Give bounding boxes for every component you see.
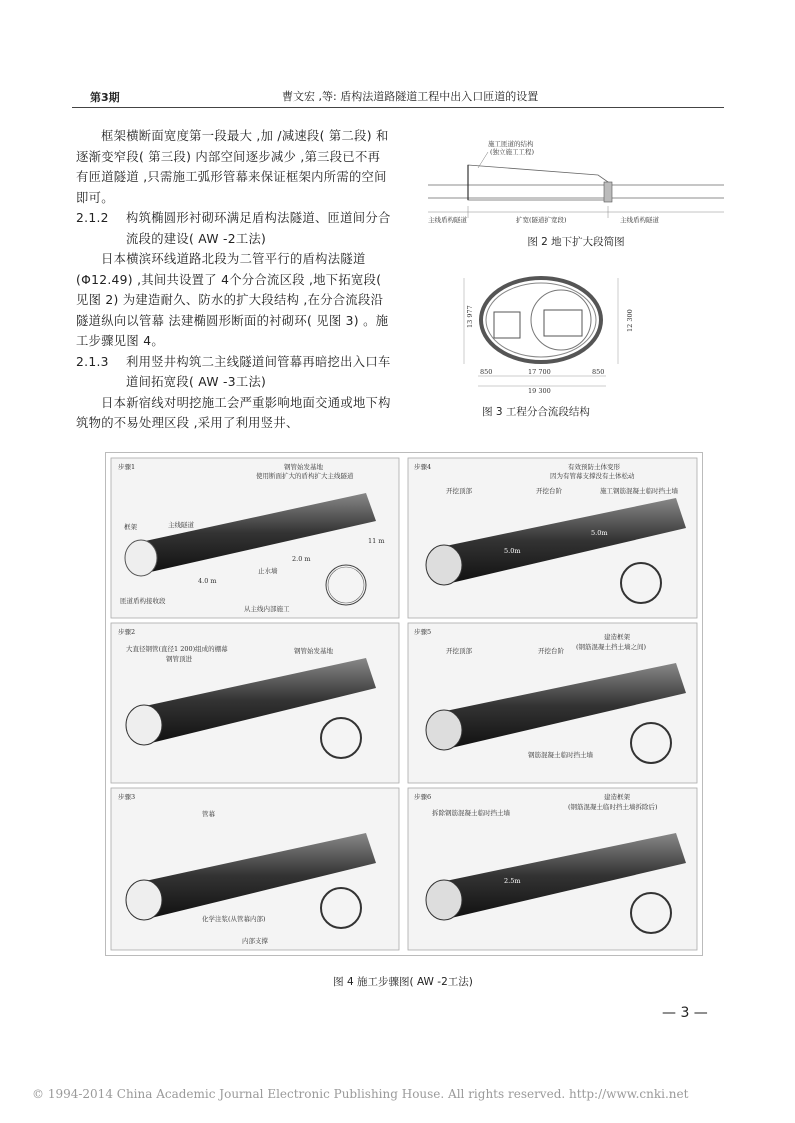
step4-label: 步骤4 (414, 463, 432, 471)
step3-note: 内部支撑 (242, 937, 268, 945)
step4-note: 5.0m (591, 529, 608, 537)
step5-note: 开挖顶部 (446, 647, 472, 655)
figure-4-drawing (106, 453, 702, 955)
paragraph-3: 日本新宿线对明挖施工会严重影响地面交通或地下构筑物的不易处理区段 ,采用了利用竖井、 (76, 395, 391, 430)
step4-note: 开挖顶部 (446, 487, 472, 495)
fig2-label-top1: 施工匝道的结构 (488, 140, 534, 148)
step4-note: 有效预防土体变形 (568, 463, 620, 471)
figure-4-caption: 图 4 施工步骤图( AW -2工法) (333, 976, 473, 988)
section-title: 利用竖井构筑二主线隧道间管幕再暗挖出入口车道间拓宽段( AW -3工法) (126, 354, 391, 389)
paragraph-1: 框架横断面宽度第一段最大 ,加 /减速段( 第二段) 和逐渐变窄段( 第三段) 内部空间逐步减少 ,第三段已不再有匝道隧道 ,只需施工弧形管幕来保证框架内所需的空间即可。 (76, 129, 389, 205)
step1-note: 2.0 m (292, 555, 311, 563)
fig3-height-left: 13 977 (466, 305, 474, 328)
section-title: 构筑椭圆形衬砌环满足盾构法隧道、匝道间分合流段的建设( AW -2工法) (126, 211, 391, 246)
step1-note: 框架 (124, 523, 137, 531)
step3-label: 步骤3 (118, 793, 136, 801)
step3-note: 化学注浆(从管幕内部) (202, 915, 266, 923)
step1-note: 4.0 m (198, 577, 217, 585)
step1-label: 步骤1 (118, 463, 136, 471)
figure-2-caption: 图 2 地下扩大段简图 (527, 236, 625, 248)
section-number: 2.1.2 (76, 211, 109, 225)
fig3-middle: 17 700 (528, 368, 551, 376)
step5-note: 建造框架 (604, 633, 630, 641)
figure-3-caption: 图 3 工程分合流段结构 (482, 406, 590, 418)
section-2-1-2-heading (76, 208, 392, 249)
step2-note: 钢管始发基地 (294, 647, 333, 655)
section-2-1-3-heading (76, 352, 392, 393)
step1-note: 主线隧道 (168, 521, 194, 529)
step2-note: 大直径钢管(直径1 200)组成的棚幕 (126, 645, 228, 653)
step5-note: 开挖台阶 (538, 647, 564, 655)
figure-2 (428, 130, 724, 230)
step6-note: (钢筋混凝土临时挡土墙拆除后) (568, 803, 658, 811)
step1-note: 11 m (368, 537, 385, 545)
fig3-total: 19 300 (528, 387, 551, 395)
section-number: 2.1.3 (76, 354, 109, 369)
figure-4 (105, 452, 703, 956)
figure-3 (446, 272, 634, 395)
step1-note: 使用断面扩大的盾构扩大主线隧道 (256, 472, 354, 480)
step1-note: 匝道盾构接收段 (120, 597, 166, 605)
step6-note: 拆除钢筋混凝土临时挡土墙 (432, 809, 510, 817)
fig2-label-left: 主线盾构隧道 (428, 216, 467, 224)
step5-label: 步骤5 (414, 628, 432, 636)
step2-label: 步骤2 (118, 628, 136, 636)
step4-note: 5.0m (504, 547, 521, 555)
step4-note: 开挖台阶 (536, 487, 562, 495)
fig2-label-top2: (独立施工工程) (490, 148, 535, 156)
step6-note: 2.5m (504, 877, 521, 885)
step3-note: 管幕 (202, 810, 215, 818)
step6-label: 步骤6 (414, 793, 432, 801)
step1-note: 止水墙 (258, 567, 278, 575)
figure-2-drawing (428, 130, 724, 230)
body-text-column (76, 126, 392, 434)
figure-3-drawing (446, 272, 634, 395)
fig3-side-right: 850 (592, 368, 605, 376)
fig2-label-mid: 扩宽(隧道扩宽段) (516, 216, 567, 224)
header-rule (72, 107, 724, 108)
step2-note: 钢管顶进 (166, 655, 192, 663)
issue-number: 第3期 (90, 91, 120, 104)
step4-note: 施工钢筋混凝土临时挡土墙 (600, 487, 678, 495)
page-number: — 3 — (662, 1005, 708, 1021)
step1-note: 钢管始发基地 (284, 463, 323, 471)
fig2-label-right: 主线盾构隧道 (620, 216, 659, 224)
fig3-height-right: 12 300 (626, 309, 634, 332)
paragraph-2: 日本横滨环线道路北段为二管平行的盾构法隧道(Φ12.49) ,其间共设置了 4个分合流区段 ,地下拓宽段( 见图 2) 为建造耐久、防水的扩大段结构 ,在分合流段沿隧道纵向以管幕 法建椭圆形断面的衬砌环( 见图 3) 。施工步骤见图 4。 (76, 252, 389, 348)
running-title: 曹文宏 ,等: 盾构法道路隧道工程中出入口匝道的设置 (282, 90, 539, 103)
step6-note: 建造框架 (604, 793, 630, 801)
running-header (72, 88, 722, 106)
step4-note: 因为有管幕支撑没有土体松动 (550, 472, 635, 480)
step5-note: (钢筋混凝土挡土墙之间) (576, 643, 647, 651)
copyright-footer: © 1994-2014 China Academic Journal Electronic Publishing House. All rights reserved. http://www.cnki.net (32, 1087, 689, 1101)
fig3-side-left: 850 (480, 368, 493, 376)
step1-note: 从主线内部施工 (244, 605, 290, 613)
step5-note: 钢筋混凝土临时挡土墙 (528, 751, 593, 759)
